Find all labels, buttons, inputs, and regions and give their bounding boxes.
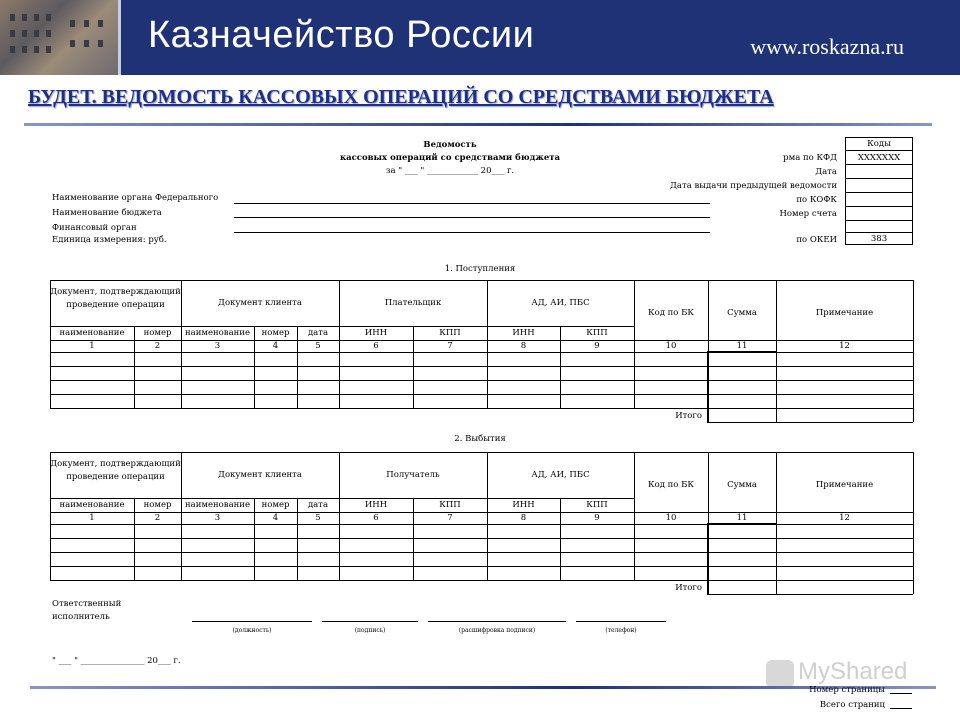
column-number: 9 [594, 341, 600, 351]
form-subheading: кассовых операций со средствами бюджета [339, 153, 561, 163]
header-banner [0, 0, 960, 75]
column-subheader: наименование [184, 500, 251, 510]
column-number: 12 [839, 341, 850, 351]
signature-field [322, 621, 418, 622]
table-line [776, 594, 913, 595]
code-label-prev: Дата выдачи предыдущей ведомости [670, 181, 837, 191]
table-line [50, 408, 913, 409]
column-kod-bk: Код по БК [648, 308, 694, 318]
table-line [134, 498, 135, 580]
table-line [913, 280, 914, 422]
table-line [776, 422, 913, 423]
column-subheader: дата [307, 328, 329, 338]
column-subheader: КПП [439, 328, 461, 338]
total-pages-label: Всего страниц [819, 700, 885, 710]
table-line [254, 498, 255, 580]
table-line [50, 524, 913, 525]
column-number: 8 [520, 513, 527, 523]
table-line [50, 538, 913, 539]
column-number: 10 [665, 341, 677, 351]
phone-field [576, 621, 666, 622]
column-group-ad: АД, АИ, ПБС [531, 470, 590, 480]
table-line [297, 326, 298, 408]
table-line [560, 498, 561, 580]
building-photo [0, 0, 118, 75]
decode-field [428, 621, 566, 622]
watermark-text: MyShared [798, 658, 908, 685]
column-group-ad: АД, АИ, ПБС [531, 298, 590, 308]
column-number: 4 [272, 341, 279, 351]
codes-header: Коды [867, 139, 891, 149]
column-subheader: наименование [59, 500, 125, 510]
column-number: 9 [594, 513, 600, 523]
table-line [50, 352, 913, 353]
summa-box [707, 523, 777, 595]
column-number: 1 [89, 513, 95, 523]
total-label: Итого [675, 411, 702, 421]
column-number: 2 [154, 513, 161, 523]
column-group-client: Документ клиента [218, 298, 302, 308]
table-line [560, 326, 561, 408]
column-subheader: номер [261, 328, 290, 338]
column-number: 11 [736, 513, 748, 523]
column-subheader: номер [143, 328, 172, 338]
column-number: 5 [315, 513, 321, 523]
column-number: 4 [272, 513, 279, 523]
column-number: 6 [373, 513, 379, 523]
column-group-document: Документ, подтверждающий проведение операции [50, 287, 181, 310]
column-subheader: ИНН [364, 500, 388, 510]
table-line [50, 566, 913, 567]
footer-date-line: " ___ " _______________ 20___ г. [52, 656, 181, 666]
column-subheader: ИНН [512, 328, 535, 338]
table-line [50, 452, 913, 453]
column-group-client: Документ клиента [218, 470, 302, 480]
caption-phone: (телефон) [605, 627, 637, 634]
column-number: 1 [89, 341, 95, 351]
column-group-document: Документ, подтверждающий проведение операции [50, 459, 181, 482]
table-line [50, 580, 913, 581]
code-label-kofk: по КОФК [796, 195, 837, 205]
section-2-title: 2. Выбытия [454, 434, 506, 444]
label-finorgan: Финансовый орган [52, 223, 137, 233]
column-group-party: Плательщик [384, 298, 442, 308]
code-label-okei: по ОКЕИ [796, 235, 837, 245]
finorgan-field [234, 232, 710, 233]
table-line [50, 280, 913, 281]
presentation-icon [766, 660, 794, 688]
column-subheader: ИНН [364, 328, 388, 338]
caption-decode: (расшифровка подписи) [458, 627, 536, 634]
column-number: 7 [447, 341, 453, 351]
table-line [50, 394, 913, 395]
slide-title: БУДЕТ. ВЕДОМОСТЬ КАССОВЫХ ОПЕРАЦИЙ СО СРЕДСТВАМИ БЮДЖЕТА [28, 86, 774, 108]
table-line [413, 326, 414, 408]
column-note: Примечание [815, 308, 874, 318]
column-subheader: ИНН [512, 500, 535, 510]
label-organ: Наименование органа Федерального [52, 193, 219, 203]
column-number: 8 [520, 341, 527, 351]
table-line [913, 452, 914, 594]
position-field [192, 621, 312, 622]
column-subheader: КПП [586, 500, 608, 510]
responsible-label-2: исполнитель [52, 612, 110, 622]
table-line [134, 326, 135, 408]
table-line [50, 366, 913, 367]
table-line [50, 552, 913, 553]
form-date-line: за " ___ " ____________ 20___ г. [385, 166, 515, 176]
column-summa: Сумма [727, 480, 757, 490]
site-url[interactable]: www.roskazna.ru [750, 34, 904, 59]
column-subheader: номер [261, 500, 290, 510]
label-unit: Единица измерения: руб. [52, 235, 167, 245]
code-value-okei: 383 [870, 234, 888, 244]
column-kod-bk: Код по БК [648, 480, 694, 490]
code-label-kfd: рма по КФД [783, 153, 837, 163]
caption-signature: (подпись) [354, 627, 386, 634]
column-summa: Сумма [727, 308, 757, 318]
column-subheader: наименование [59, 328, 125, 338]
column-number: 11 [736, 341, 748, 351]
column-note: Примечание [815, 480, 874, 490]
total-label: Итого [675, 583, 702, 593]
summa-box [707, 351, 777, 423]
caption-position: (должность) [232, 627, 272, 634]
column-number: 3 [214, 513, 221, 523]
column-subheader: номер [143, 500, 172, 510]
column-number: 6 [373, 341, 379, 351]
column-group-party: Получатель [386, 470, 440, 480]
section-1-title: 1. Поступления [444, 264, 516, 274]
brand-title: Казначейство России [148, 14, 535, 56]
column-number: 2 [154, 341, 161, 351]
table-line [297, 498, 298, 580]
form-heading: Ведомость [423, 140, 477, 150]
page-number-label: Номер страницы [809, 685, 885, 695]
code-label-date: Дата [815, 167, 837, 177]
code-label-account: Номер счета [779, 209, 837, 219]
table-line [254, 326, 255, 408]
column-number: 5 [315, 341, 321, 351]
column-number: 10 [665, 513, 677, 523]
column-subheader: КПП [586, 328, 608, 338]
column-number: 7 [447, 513, 453, 523]
title-rule [24, 123, 932, 126]
column-subheader: дата [307, 500, 329, 510]
column-number: 12 [839, 513, 850, 523]
table-line [50, 380, 913, 381]
table-line [50, 498, 634, 499]
label-budget: Наименование бюджета [52, 208, 162, 218]
table-line [413, 498, 414, 580]
table-line [50, 326, 634, 327]
column-number: 3 [214, 341, 221, 351]
column-subheader: КПП [439, 500, 461, 510]
total-pages-field [890, 708, 912, 709]
code-value-kfd: XXXXXXX [857, 153, 901, 163]
column-subheader: наименование [184, 328, 251, 338]
page-number-field [890, 693, 912, 694]
responsible-label-1: Ответственный [52, 599, 122, 609]
